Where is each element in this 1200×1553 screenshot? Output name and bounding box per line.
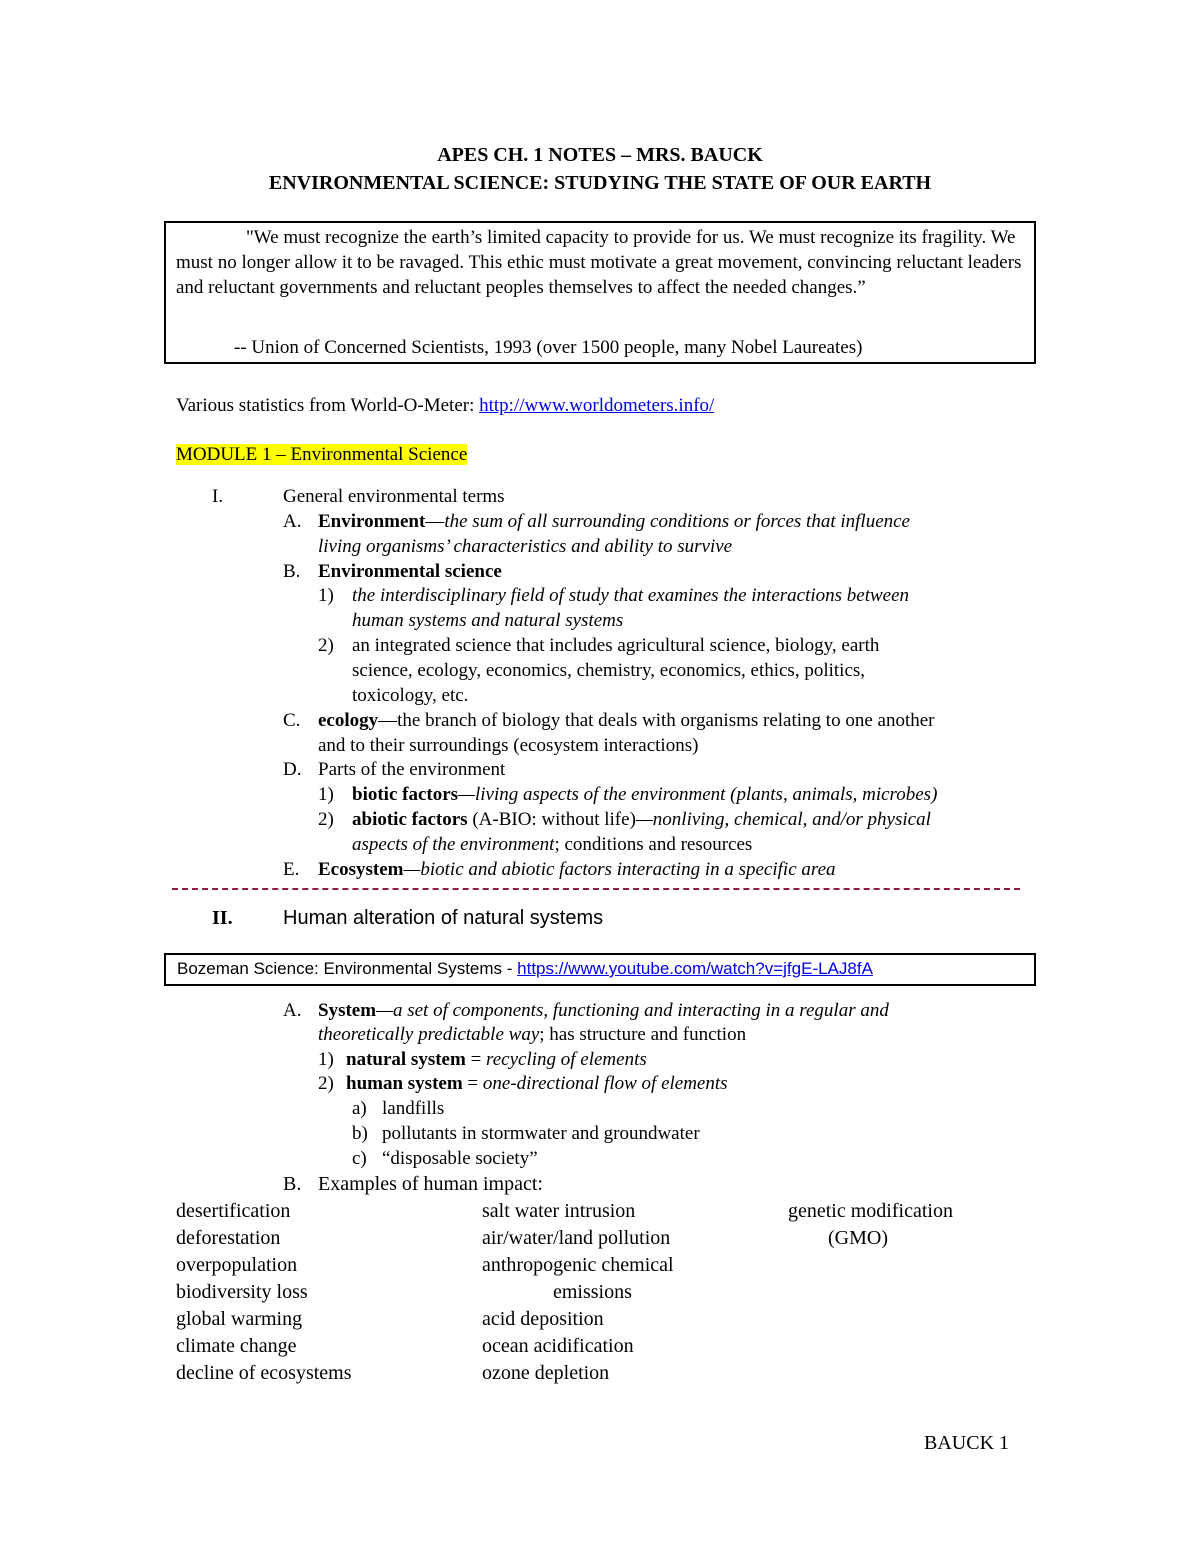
impact-item: ocean acidification bbox=[482, 1335, 634, 1357]
item-1d1-label: 1) bbox=[318, 784, 334, 805]
item-1b2-label: 2) bbox=[318, 635, 334, 656]
equals: = bbox=[465, 1049, 487, 1070]
video-prefix: Bozeman Science: Environmental Systems - bbox=[177, 959, 518, 978]
def-human-system: one-directional flow of elements bbox=[482, 1073, 728, 1094]
def-envsci-1a: the interdisciplinary field of study that examines the interactions between bbox=[352, 585, 910, 606]
def-envsci-2b: science, ecology, economics, chemistry, economics, ethics, politics, bbox=[352, 660, 866, 681]
stats-prefix: Various statistics from World-O-Meter: bbox=[176, 395, 480, 416]
item-2a-label: A. bbox=[283, 1000, 302, 1021]
video-line bbox=[177, 959, 873, 979]
item-1a bbox=[318, 511, 910, 533]
def-ecology-2: and to their surroundings (ecosystem interactions) bbox=[318, 735, 699, 756]
impact-item: deforestation bbox=[176, 1227, 281, 1249]
item-1d2-line2 bbox=[352, 834, 752, 856]
item-2a2a-label: a) bbox=[352, 1098, 367, 1119]
section-1-number: I. bbox=[212, 486, 224, 507]
term-ecology: ecology bbox=[318, 710, 379, 731]
quote-body: "We must recognize the earth’s limited capacity to provide for us. We must recognize its fragility. We must no longer allow it to be ravaged. This ethic must motivate a great movement, convincing reluctant leaders and reluctant governments and reluctant peoples themselves to affect the needed changes.” bbox=[176, 227, 1022, 298]
term-natural-system: natural system bbox=[346, 1049, 466, 1070]
impact-item: anthropogenic chemical bbox=[482, 1254, 674, 1276]
worldometers-link[interactable]: http://www.worldometers.info/ bbox=[479, 395, 715, 416]
quote-attribution: -- Union of Concerned Scientists, 1993 (over 1500 people, many Nobel Laureates) bbox=[234, 337, 863, 358]
quote-box bbox=[164, 221, 1036, 364]
disposable-society: “disposable society” bbox=[382, 1148, 538, 1169]
item-1b1-label: 1) bbox=[318, 585, 334, 606]
item-1d-label: D. bbox=[283, 759, 302, 780]
term-biotic: biotic factors bbox=[352, 784, 459, 805]
def-ecosystem: —biotic and abiotic factors interacting in a specific area bbox=[403, 859, 836, 880]
def-ecology-1: —the branch of biology that deals with organisms relating to one another bbox=[378, 710, 935, 731]
term-environment: Environment bbox=[318, 511, 426, 532]
term-environmental-science: Environmental science bbox=[318, 561, 502, 582]
def-system-3: ; has structure and function bbox=[539, 1024, 747, 1045]
doc-subtitle: ENVIRONMENTAL SCIENCE: STUDYING THE STATE OF OUR EARTH bbox=[268, 172, 932, 194]
module-heading bbox=[176, 444, 467, 466]
def-biotic: —living aspects of the environment (plants, animals, microbes) bbox=[458, 784, 938, 805]
item-1d2-label: 2) bbox=[318, 809, 334, 830]
def-natural-system: recycling of elements bbox=[486, 1049, 647, 1070]
impact-item: salt water intrusion bbox=[482, 1200, 636, 1222]
item-2a bbox=[318, 1000, 889, 1022]
examples-heading: Examples of human impact: bbox=[318, 1173, 543, 1195]
item-1d2 bbox=[352, 809, 931, 831]
def-envsci-2c: toxicology, etc. bbox=[352, 685, 469, 706]
section-2-number: II. bbox=[212, 907, 233, 929]
item-2a1 bbox=[346, 1049, 647, 1071]
equals: = bbox=[462, 1073, 483, 1094]
item-1b-label: B. bbox=[283, 561, 301, 582]
item-2a1-label: 1) bbox=[318, 1049, 334, 1070]
item-2a-line2 bbox=[318, 1024, 746, 1046]
def-environment-1: the sum of all surrounding conditions or forces that influence bbox=[444, 511, 910, 532]
term-system: System bbox=[318, 1000, 377, 1021]
impact-item: decline of ecosystems bbox=[176, 1362, 352, 1384]
item-2a2b-label: b) bbox=[352, 1123, 368, 1144]
impact-item: (GMO) bbox=[828, 1227, 888, 1249]
def-system-2: theoretically predictable way bbox=[318, 1024, 540, 1045]
section-2-title: Human alteration of natural systems bbox=[283, 907, 604, 929]
item-1c-label: C. bbox=[283, 710, 301, 731]
impact-item: biodiversity loss bbox=[176, 1281, 308, 1303]
item-2a2-label: 2) bbox=[318, 1073, 334, 1094]
item-1e bbox=[318, 859, 836, 881]
def-abiotic-1: —nonliving, chemical, and/or physical bbox=[635, 809, 931, 830]
def-system-1: —a set of components, functioning and interacting in a regular and bbox=[376, 1000, 889, 1021]
impact-item: desertification bbox=[176, 1200, 291, 1222]
item-1a-label: A. bbox=[283, 511, 302, 532]
impact-item: ozone depletion bbox=[482, 1362, 610, 1384]
item-1e-label: E. bbox=[283, 859, 300, 880]
video-box bbox=[164, 953, 1036, 986]
impact-item: air/water/land pollution bbox=[482, 1227, 671, 1249]
stats-line bbox=[176, 395, 714, 417]
impact-item: climate change bbox=[176, 1335, 297, 1357]
parts-of-environment: Parts of the environment bbox=[318, 759, 506, 780]
def-envsci-1b: human systems and natural systems bbox=[352, 610, 624, 631]
impact-item: global warming bbox=[176, 1308, 303, 1330]
youtube-link[interactable]: https://www.youtube.com/watch?v=jfgE-LAJ8fA bbox=[517, 959, 873, 978]
item-1c bbox=[318, 710, 934, 732]
pollutants: pollutants in stormwater and groundwater bbox=[382, 1123, 700, 1144]
item-1d1 bbox=[352, 784, 937, 806]
item-2b-label: B. bbox=[283, 1173, 302, 1195]
abiotic-paren: (A-BIO: without life) bbox=[467, 809, 636, 830]
def-envsci-2a: an integrated science that includes agricultural science, biology, earth bbox=[352, 635, 880, 656]
def-environment-2: living organisms’ characteristics and ability to survive bbox=[318, 536, 733, 557]
item-2a2c-label: c) bbox=[352, 1148, 367, 1169]
module-label: MODULE 1 – Environmental Science bbox=[176, 444, 468, 465]
doc-title: APES CH. 1 NOTES – MRS. BAUCK bbox=[437, 144, 763, 166]
term-human-system: human system bbox=[346, 1073, 463, 1094]
dash: — bbox=[425, 511, 445, 532]
term-abiotic: abiotic factors bbox=[352, 809, 468, 830]
def-abiotic-2: aspects of the environment bbox=[352, 834, 555, 855]
impact-item: genetic modification bbox=[788, 1200, 953, 1222]
term-ecosystem: Ecosystem bbox=[318, 859, 404, 880]
item-2a2 bbox=[346, 1073, 728, 1095]
landfills: landfills bbox=[382, 1098, 445, 1119]
impact-item: acid deposition bbox=[482, 1308, 604, 1330]
page-footer: BAUCK 1 bbox=[924, 1432, 1010, 1454]
section-1-title: General environmental terms bbox=[283, 486, 505, 507]
impact-item: emissions bbox=[553, 1281, 632, 1303]
def-abiotic-3: ; conditions and resources bbox=[554, 834, 753, 855]
impact-item: overpopulation bbox=[176, 1254, 298, 1276]
quote-text bbox=[176, 225, 1031, 300]
section-divider bbox=[172, 888, 1020, 890]
